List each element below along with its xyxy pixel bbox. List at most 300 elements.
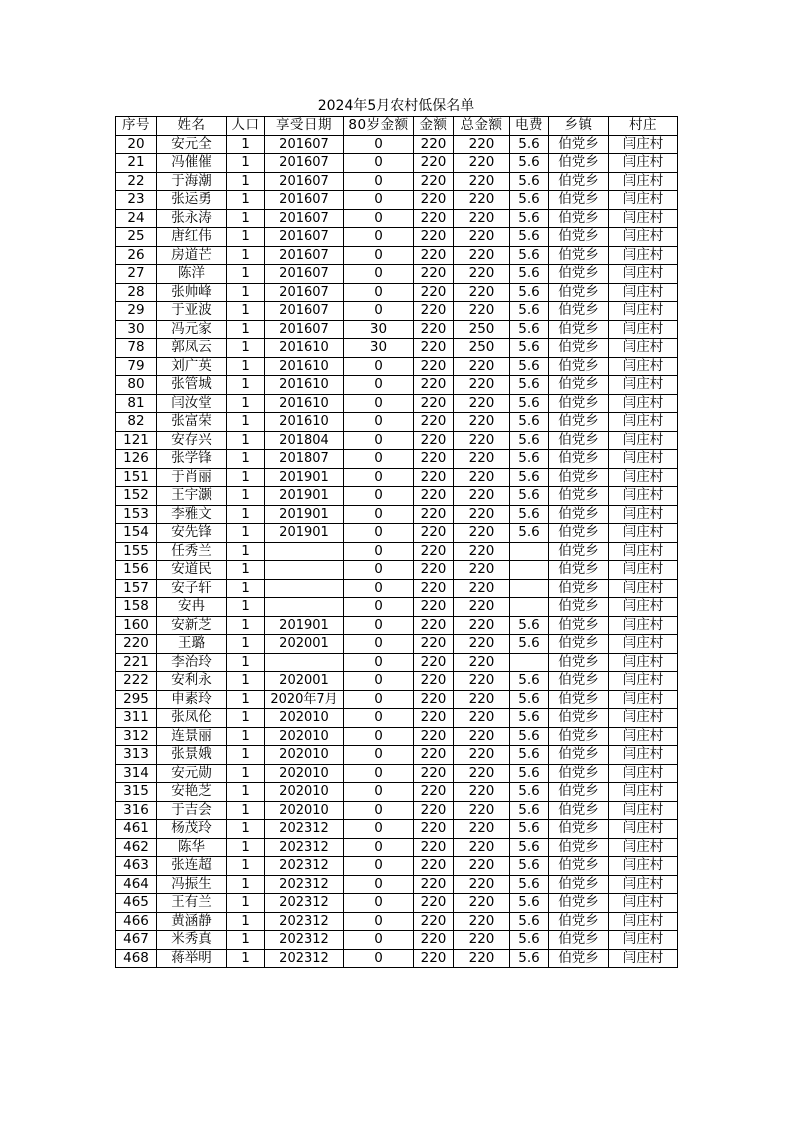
cell-serial: 314 <box>116 764 157 783</box>
cell-serial: 311 <box>116 709 157 728</box>
cell-start-date: 202312 <box>265 875 344 894</box>
cell-name: 张管城 <box>157 376 227 395</box>
cell-name: 张帅峰 <box>157 283 227 302</box>
cell-total-amount: 220 <box>454 542 510 561</box>
cell-village: 闫庄村 <box>609 949 678 968</box>
cell-age80-amount: 0 <box>344 487 414 506</box>
cell-electricity-fee: 5.6 <box>510 616 549 635</box>
cell-age80-amount: 30 <box>344 320 414 339</box>
cell-total-amount: 220 <box>454 394 510 413</box>
cell-start-date <box>265 653 344 672</box>
cell-name: 安子轩 <box>157 579 227 598</box>
cell-total-amount: 220 <box>454 857 510 876</box>
cell-electricity-fee <box>510 598 549 617</box>
column-header-start-date: 享受日期 <box>265 117 344 136</box>
cell-age80-amount: 0 <box>344 783 414 802</box>
cell-start-date: 201607 <box>265 228 344 247</box>
cell-village: 闫庄村 <box>609 875 678 894</box>
column-header-amount: 金额 <box>414 117 454 136</box>
cell-village: 闫庄村 <box>609 357 678 376</box>
cell-total-amount: 220 <box>454 709 510 728</box>
cell-village: 闫庄村 <box>609 783 678 802</box>
cell-serial: 121 <box>116 431 157 450</box>
cell-total-amount: 220 <box>454 931 510 950</box>
cell-electricity-fee: 5.6 <box>510 635 549 654</box>
cell-name: 李治玲 <box>157 653 227 672</box>
cell-township: 伯党乡 <box>549 154 609 173</box>
table-row <box>116 820 678 839</box>
cell-total-amount: 220 <box>454 838 510 857</box>
cell-household-size: 1 <box>227 154 265 173</box>
cell-age80-amount: 0 <box>344 672 414 691</box>
cell-serial: 152 <box>116 487 157 506</box>
cell-start-date <box>265 561 344 580</box>
cell-amount: 220 <box>414 487 454 506</box>
cell-total-amount: 220 <box>454 875 510 894</box>
cell-household-size: 1 <box>227 524 265 543</box>
table-row <box>116 394 678 413</box>
table-row <box>116 838 678 857</box>
cell-age80-amount: 0 <box>344 653 414 672</box>
cell-village: 闫庄村 <box>609 394 678 413</box>
cell-electricity-fee: 5.6 <box>510 357 549 376</box>
cell-total-amount: 220 <box>454 616 510 635</box>
cell-amount: 220 <box>414 339 454 358</box>
cell-township: 伯党乡 <box>549 394 609 413</box>
cell-serial: 465 <box>116 894 157 913</box>
cell-village: 闫庄村 <box>609 487 678 506</box>
cell-amount: 220 <box>414 191 454 210</box>
cell-amount: 220 <box>414 265 454 284</box>
cell-township: 伯党乡 <box>549 653 609 672</box>
cell-electricity-fee: 5.6 <box>510 838 549 857</box>
cell-age80-amount: 0 <box>344 820 414 839</box>
cell-village: 闫庄村 <box>609 709 678 728</box>
cell-name: 王璐 <box>157 635 227 654</box>
cell-name: 安元全 <box>157 135 227 154</box>
cell-township: 伯党乡 <box>549 598 609 617</box>
cell-amount: 220 <box>414 820 454 839</box>
cell-amount: 220 <box>414 690 454 709</box>
cell-serial: 155 <box>116 542 157 561</box>
cell-township: 伯党乡 <box>549 320 609 339</box>
cell-electricity-fee: 5.6 <box>510 764 549 783</box>
cell-electricity-fee: 5.6 <box>510 191 549 210</box>
cell-age80-amount: 0 <box>344 468 414 487</box>
cell-serial: 25 <box>116 228 157 247</box>
cell-household-size: 1 <box>227 283 265 302</box>
cell-electricity-fee: 5.6 <box>510 265 549 284</box>
table-row <box>116 931 678 950</box>
table-row <box>116 709 678 728</box>
cell-household-size: 1 <box>227 635 265 654</box>
cell-age80-amount: 0 <box>344 635 414 654</box>
cell-name: 蒋举明 <box>157 949 227 968</box>
cell-township: 伯党乡 <box>549 524 609 543</box>
cell-village: 闫庄村 <box>609 579 678 598</box>
cell-start-date: 202312 <box>265 931 344 950</box>
cell-electricity-fee: 5.6 <box>510 246 549 265</box>
cell-village: 闫庄村 <box>609 524 678 543</box>
cell-household-size: 1 <box>227 172 265 191</box>
cell-start-date: 201901 <box>265 487 344 506</box>
cell-household-size: 1 <box>227 431 265 450</box>
column-header-serial: 序号 <box>116 117 157 136</box>
cell-name: 安冉 <box>157 598 227 617</box>
cell-amount: 220 <box>414 246 454 265</box>
cell-age80-amount: 0 <box>344 283 414 302</box>
cell-serial: 156 <box>116 561 157 580</box>
cell-amount: 220 <box>414 376 454 395</box>
cell-amount: 220 <box>414 320 454 339</box>
cell-electricity-fee: 5.6 <box>510 857 549 876</box>
cell-electricity-fee: 5.6 <box>510 413 549 432</box>
cell-total-amount: 220 <box>454 912 510 931</box>
cell-village: 闫庄村 <box>609 376 678 395</box>
cell-age80-amount: 0 <box>344 912 414 931</box>
cell-electricity-fee: 5.6 <box>510 320 549 339</box>
cell-serial: 468 <box>116 949 157 968</box>
cell-village: 闫庄村 <box>609 561 678 580</box>
cell-electricity-fee: 5.6 <box>510 376 549 395</box>
table-row <box>116 746 678 765</box>
cell-village: 闫庄村 <box>609 635 678 654</box>
cell-household-size: 1 <box>227 838 265 857</box>
cell-household-size: 1 <box>227 561 265 580</box>
cell-name: 陈洋 <box>157 265 227 284</box>
cell-amount: 220 <box>414 931 454 950</box>
cell-amount: 220 <box>414 431 454 450</box>
cell-serial: 160 <box>116 616 157 635</box>
table-row <box>116 357 678 376</box>
cell-amount: 220 <box>414 838 454 857</box>
cell-age80-amount: 0 <box>344 228 414 247</box>
cell-total-amount: 220 <box>454 431 510 450</box>
cell-total-amount: 220 <box>454 764 510 783</box>
cell-name: 张凤伦 <box>157 709 227 728</box>
cell-total-amount: 250 <box>454 339 510 358</box>
cell-total-amount: 220 <box>454 413 510 432</box>
cell-total-amount: 220 <box>454 302 510 321</box>
cell-age80-amount: 0 <box>344 561 414 580</box>
column-header-name: 姓名 <box>157 117 227 136</box>
cell-amount: 220 <box>414 283 454 302</box>
cell-household-size: 1 <box>227 394 265 413</box>
cell-township: 伯党乡 <box>549 283 609 302</box>
cell-electricity-fee: 5.6 <box>510 672 549 691</box>
cell-village: 闫庄村 <box>609 690 678 709</box>
cell-electricity-fee: 5.6 <box>510 154 549 173</box>
cell-start-date: 201607 <box>265 302 344 321</box>
cell-village: 闫庄村 <box>609 468 678 487</box>
table-row <box>116 524 678 543</box>
cell-name: 米秀真 <box>157 931 227 950</box>
table-row <box>116 228 678 247</box>
cell-electricity-fee: 5.6 <box>510 727 549 746</box>
cell-household-size: 1 <box>227 709 265 728</box>
table-row <box>116 431 678 450</box>
cell-household-size: 1 <box>227 672 265 691</box>
cell-amount: 220 <box>414 135 454 154</box>
cell-amount: 220 <box>414 727 454 746</box>
cell-electricity-fee: 5.6 <box>510 228 549 247</box>
cell-household-size: 1 <box>227 209 265 228</box>
cell-total-amount: 220 <box>454 820 510 839</box>
cell-start-date: 202010 <box>265 764 344 783</box>
table-row <box>116 172 678 191</box>
cell-township: 伯党乡 <box>549 265 609 284</box>
cell-start-date: 202312 <box>265 857 344 876</box>
cell-serial: 30 <box>116 320 157 339</box>
cell-village: 闫庄村 <box>609 172 678 191</box>
cell-name: 张连超 <box>157 857 227 876</box>
cell-village: 闫庄村 <box>609 672 678 691</box>
cell-name: 陈华 <box>157 838 227 857</box>
cell-amount: 220 <box>414 468 454 487</box>
cell-start-date: 201901 <box>265 524 344 543</box>
cell-age80-amount: 0 <box>344 764 414 783</box>
table-row <box>116 542 678 561</box>
table-row <box>116 191 678 210</box>
cell-total-amount: 220 <box>454 672 510 691</box>
cell-township: 伯党乡 <box>549 209 609 228</box>
cell-start-date: 201610 <box>265 413 344 432</box>
cell-household-size: 1 <box>227 246 265 265</box>
cell-age80-amount: 0 <box>344 801 414 820</box>
cell-serial: 220 <box>116 635 157 654</box>
cell-electricity-fee: 5.6 <box>510 801 549 820</box>
cell-name: 安元勋 <box>157 764 227 783</box>
cell-total-amount: 220 <box>454 209 510 228</box>
cell-household-size: 1 <box>227 949 265 968</box>
column-header-age80-amount: 80岁金额 <box>344 117 414 136</box>
cell-household-size: 1 <box>227 875 265 894</box>
cell-electricity-fee <box>510 579 549 598</box>
cell-serial: 28 <box>116 283 157 302</box>
cell-total-amount: 220 <box>454 524 510 543</box>
cell-electricity-fee: 5.6 <box>510 339 549 358</box>
cell-amount: 220 <box>414 505 454 524</box>
cell-total-amount: 220 <box>454 801 510 820</box>
table-row <box>116 450 678 469</box>
cell-age80-amount: 0 <box>344 709 414 728</box>
cell-serial: 153 <box>116 505 157 524</box>
cell-start-date: 202001 <box>265 672 344 691</box>
cell-serial: 461 <box>116 820 157 839</box>
cell-age80-amount: 0 <box>344 357 414 376</box>
cell-serial: 26 <box>116 246 157 265</box>
cell-household-size: 1 <box>227 598 265 617</box>
cell-total-amount: 220 <box>454 228 510 247</box>
cell-village: 闫庄村 <box>609 228 678 247</box>
table-row <box>116 690 678 709</box>
cell-township: 伯党乡 <box>549 579 609 598</box>
cell-village: 闫庄村 <box>609 191 678 210</box>
cell-township: 伯党乡 <box>549 172 609 191</box>
cell-name: 于吉会 <box>157 801 227 820</box>
cell-age80-amount: 0 <box>344 690 414 709</box>
cell-start-date: 202010 <box>265 727 344 746</box>
table-row <box>116 894 678 913</box>
cell-township: 伯党乡 <box>549 875 609 894</box>
cell-amount: 220 <box>414 653 454 672</box>
table-row <box>116 653 678 672</box>
cell-start-date: 201607 <box>265 135 344 154</box>
column-header-household-size: 人口 <box>227 117 265 136</box>
cell-start-date: 201610 <box>265 376 344 395</box>
column-header-total-amount: 总金额 <box>454 117 510 136</box>
cell-name: 于肖丽 <box>157 468 227 487</box>
cell-household-size: 1 <box>227 191 265 210</box>
cell-start-date <box>265 579 344 598</box>
cell-township: 伯党乡 <box>549 413 609 432</box>
column-header-electricity-fee: 电费 <box>510 117 549 136</box>
cell-amount: 220 <box>414 542 454 561</box>
table-row <box>116 875 678 894</box>
table-row <box>116 505 678 524</box>
table-row <box>116 135 678 154</box>
cell-age80-amount: 0 <box>344 191 414 210</box>
cell-total-amount: 220 <box>454 135 510 154</box>
cell-amount: 220 <box>414 209 454 228</box>
cell-electricity-fee: 5.6 <box>510 912 549 931</box>
cell-start-date <box>265 542 344 561</box>
cell-total-amount: 220 <box>454 191 510 210</box>
cell-age80-amount: 0 <box>344 302 414 321</box>
cell-serial: 21 <box>116 154 157 173</box>
cell-electricity-fee: 5.6 <box>510 524 549 543</box>
cell-name: 于海潮 <box>157 172 227 191</box>
cell-name: 冯振生 <box>157 875 227 894</box>
cell-village: 闫庄村 <box>609 653 678 672</box>
cell-village: 闫庄村 <box>609 154 678 173</box>
cell-amount: 220 <box>414 709 454 728</box>
cell-village: 闫庄村 <box>609 505 678 524</box>
cell-total-amount: 220 <box>454 635 510 654</box>
cell-start-date: 201607 <box>265 172 344 191</box>
cell-amount: 220 <box>414 875 454 894</box>
cell-start-date: 201807 <box>265 450 344 469</box>
table-row <box>116 246 678 265</box>
cell-name: 安利永 <box>157 672 227 691</box>
cell-electricity-fee: 5.6 <box>510 450 549 469</box>
cell-name: 安艳芝 <box>157 783 227 802</box>
cell-amount: 220 <box>414 357 454 376</box>
table-row <box>116 468 678 487</box>
cell-name: 冯催催 <box>157 154 227 173</box>
cell-serial: 79 <box>116 357 157 376</box>
cell-household-size: 1 <box>227 746 265 765</box>
cell-household-size: 1 <box>227 894 265 913</box>
cell-amount: 220 <box>414 172 454 191</box>
cell-household-size: 1 <box>227 931 265 950</box>
cell-township: 伯党乡 <box>549 912 609 931</box>
cell-electricity-fee: 5.6 <box>510 468 549 487</box>
table-row <box>116 265 678 284</box>
cell-name: 张富荣 <box>157 413 227 432</box>
cell-serial: 158 <box>116 598 157 617</box>
cell-age80-amount: 0 <box>344 931 414 950</box>
cell-township: 伯党乡 <box>549 505 609 524</box>
cell-village: 闫庄村 <box>609 283 678 302</box>
cell-electricity-fee <box>510 542 549 561</box>
cell-start-date: 202010 <box>265 709 344 728</box>
cell-village: 闫庄村 <box>609 764 678 783</box>
table-row <box>116 783 678 802</box>
cell-start-date: 201901 <box>265 468 344 487</box>
cell-start-date <box>265 598 344 617</box>
cell-age80-amount: 0 <box>344 246 414 265</box>
cell-household-size: 1 <box>227 135 265 154</box>
cell-township: 伯党乡 <box>549 302 609 321</box>
cell-start-date: 201901 <box>265 505 344 524</box>
table-row <box>116 672 678 691</box>
cell-start-date: 201610 <box>265 339 344 358</box>
cell-amount: 220 <box>414 450 454 469</box>
cell-village: 闫庄村 <box>609 746 678 765</box>
cell-village: 闫庄村 <box>609 727 678 746</box>
cell-village: 闫庄村 <box>609 801 678 820</box>
table-row <box>116 154 678 173</box>
cell-serial: 157 <box>116 579 157 598</box>
cell-household-size: 1 <box>227 727 265 746</box>
cell-township: 伯党乡 <box>549 709 609 728</box>
cell-household-size: 1 <box>227 764 265 783</box>
cell-township: 伯党乡 <box>549 931 609 950</box>
cell-amount: 220 <box>414 857 454 876</box>
cell-serial: 20 <box>116 135 157 154</box>
cell-electricity-fee: 5.6 <box>510 283 549 302</box>
cell-name: 申素玲 <box>157 690 227 709</box>
cell-amount: 220 <box>414 394 454 413</box>
cell-serial: 313 <box>116 746 157 765</box>
cell-township: 伯党乡 <box>549 727 609 746</box>
cell-total-amount: 220 <box>454 579 510 598</box>
cell-amount: 220 <box>414 949 454 968</box>
cell-electricity-fee: 5.6 <box>510 302 549 321</box>
cell-name: 李雅文 <box>157 505 227 524</box>
cell-township: 伯党乡 <box>549 487 609 506</box>
cell-electricity-fee: 5.6 <box>510 135 549 154</box>
cell-age80-amount: 0 <box>344 746 414 765</box>
cell-village: 闫庄村 <box>609 246 678 265</box>
cell-total-amount: 220 <box>454 376 510 395</box>
cell-village: 闫庄村 <box>609 135 678 154</box>
cell-name: 冯元家 <box>157 320 227 339</box>
cell-start-date: 202010 <box>265 801 344 820</box>
cell-amount: 220 <box>414 579 454 598</box>
cell-township: 伯党乡 <box>549 672 609 691</box>
cell-age80-amount: 0 <box>344 135 414 154</box>
cell-start-date: 201607 <box>265 191 344 210</box>
cell-amount: 220 <box>414 616 454 635</box>
cell-village: 闫庄村 <box>609 912 678 931</box>
cell-household-size: 1 <box>227 228 265 247</box>
cell-age80-amount: 0 <box>344 413 414 432</box>
table-row <box>116 857 678 876</box>
cell-electricity-fee <box>510 561 549 580</box>
cell-name: 房道芒 <box>157 246 227 265</box>
cell-name: 任秀兰 <box>157 542 227 561</box>
cell-total-amount: 220 <box>454 487 510 506</box>
cell-household-size: 1 <box>227 468 265 487</box>
cell-township: 伯党乡 <box>549 838 609 857</box>
cell-township: 伯党乡 <box>549 468 609 487</box>
cell-age80-amount: 0 <box>344 524 414 543</box>
cell-serial: 467 <box>116 931 157 950</box>
cell-electricity-fee: 5.6 <box>510 820 549 839</box>
cell-electricity-fee: 5.6 <box>510 783 549 802</box>
